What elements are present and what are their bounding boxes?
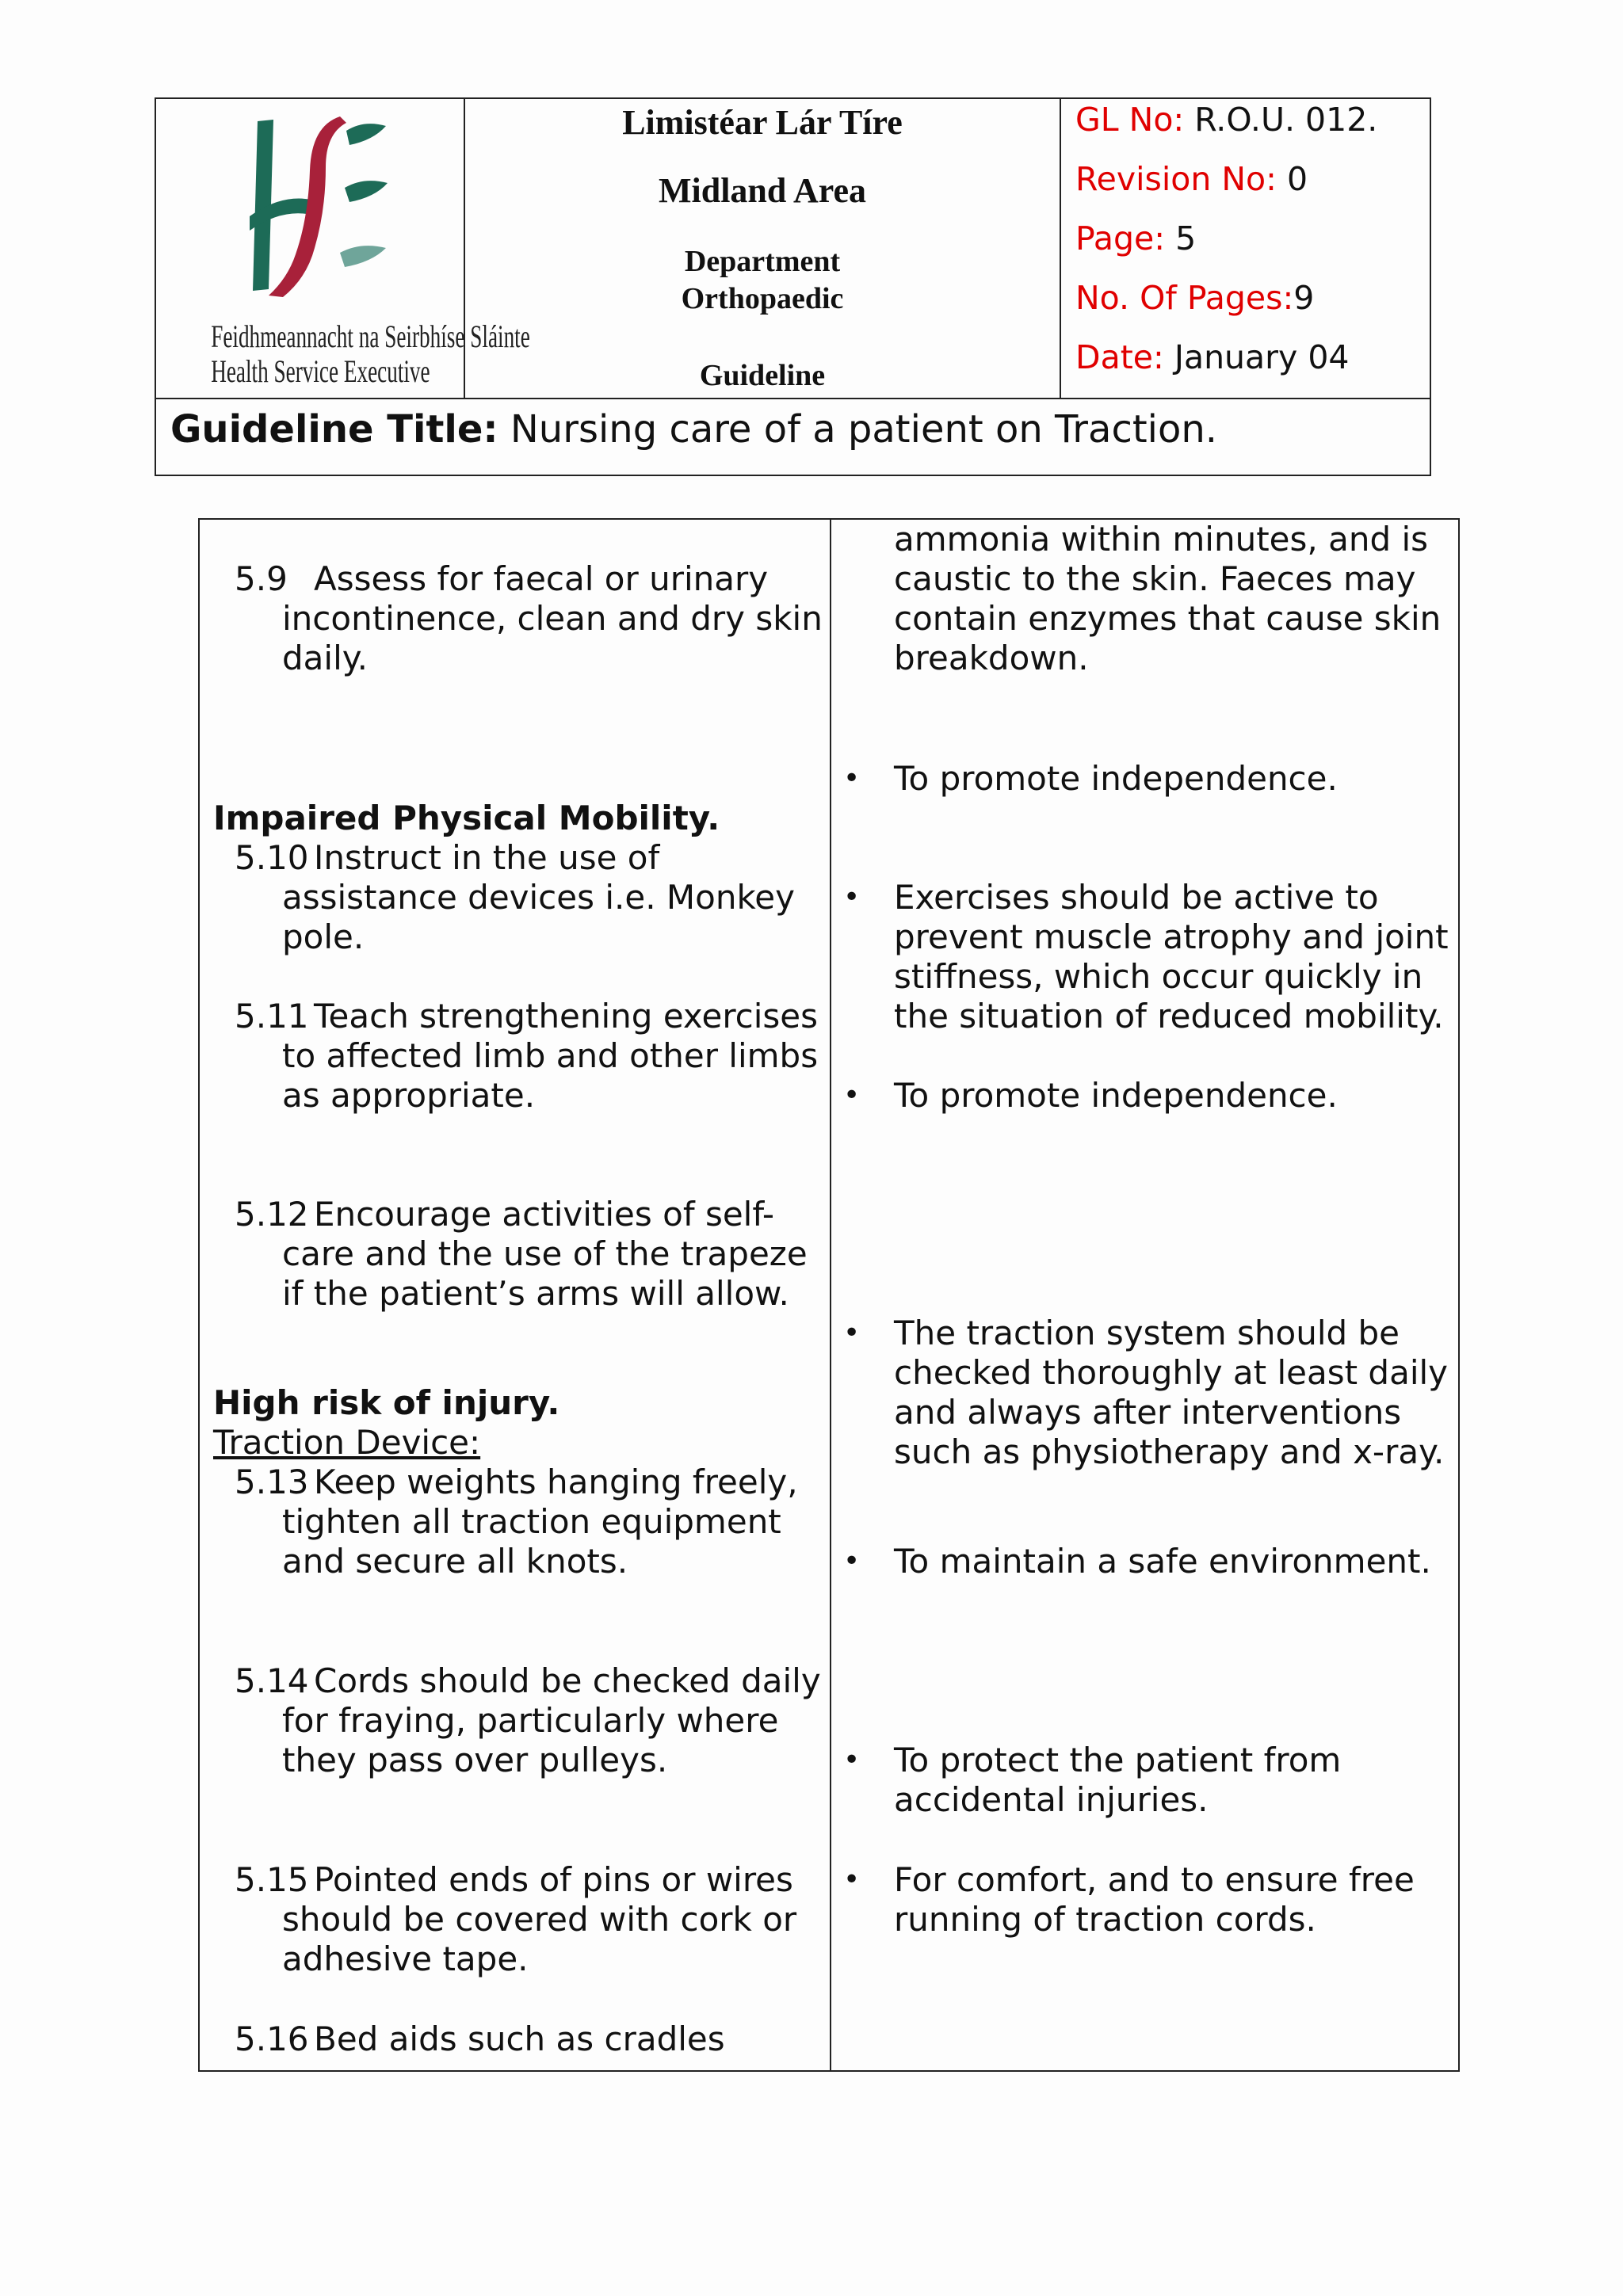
item-5-12-line2: care and the use of the trapeze xyxy=(282,1234,808,1273)
date-value: January 04 xyxy=(1174,338,1350,376)
revision-value: 0 xyxy=(1287,160,1308,198)
item-5-13-line1: Keep weights hanging freely, xyxy=(314,1463,798,1501)
item-5-16-line1: Bed aids such as cradles xyxy=(314,2019,725,2058)
rationale-6-line1: To protect the patient from xyxy=(894,1741,1342,1779)
item-5-15-line3: adhesive tape. xyxy=(282,1939,529,1978)
item-5-9-line1: Assess for faecal or urinary xyxy=(314,559,769,598)
rationale-continued-line3: contain enzymes that cause skin xyxy=(894,599,1442,638)
item-5-15-line2: should be covered with cork or xyxy=(282,1900,797,1939)
rationale-4-line2: checked thoroughly at least daily xyxy=(894,1353,1449,1392)
revision-number xyxy=(1075,158,1308,200)
item-5-14-line3: they pass over pulleys. xyxy=(282,1741,668,1779)
revision-label: Revision No: xyxy=(1075,160,1277,198)
subheading-traction-device: Traction Device: xyxy=(213,1423,481,1462)
item-5-10-line1: Instruct in the use of xyxy=(314,838,660,877)
item-5-11-line2: to affected limb and other limbs xyxy=(282,1036,819,1075)
page-number xyxy=(1075,218,1196,259)
item-5-13-line3: and secure all knots. xyxy=(282,1542,628,1581)
heading-injury-risk: High risk of injury. xyxy=(213,1383,560,1422)
item-5-15-line1: Pointed ends of pins or wires xyxy=(314,1860,793,1899)
page-count-label: No. Of Pages: xyxy=(1075,279,1294,317)
item-5-13-number: 5.13 xyxy=(235,1463,309,1501)
date-label: Date: xyxy=(1075,338,1164,376)
page-label: Page: xyxy=(1075,219,1166,257)
item-5-10-line3: pole. xyxy=(282,917,365,956)
rationale-4-line4: such as physiotherapy and x-ray. xyxy=(894,1432,1445,1471)
department-label: Department xyxy=(684,245,841,278)
rationale-5-line1: To maintain a safe environment. xyxy=(894,1542,1431,1581)
column-divider xyxy=(830,520,831,2070)
bullet-icon: • xyxy=(843,881,861,913)
bullet-icon: • xyxy=(843,1744,861,1776)
rationale-2-line2: prevent muscle atrophy and joint xyxy=(894,917,1449,956)
hse-logo-icon xyxy=(156,99,465,313)
bullet-icon: • xyxy=(843,1863,861,1896)
item-5-10-line2: assistance devices i.e. Monkey xyxy=(282,878,795,917)
item-5-11-line1: Teach strengthening exercises xyxy=(314,997,819,1035)
area-english-name: Midland Area xyxy=(658,171,866,210)
rationale-continued-line2: caustic to the skin. Faeces may xyxy=(894,559,1416,598)
rationale-1-line1: To promote independence. xyxy=(894,759,1338,798)
bullet-icon: • xyxy=(843,1079,861,1112)
area-irish-name: Limistéar Lár Tíre xyxy=(622,103,903,142)
page-count-value: 9 xyxy=(1293,279,1315,317)
hse-logo-cell xyxy=(156,99,530,398)
item-5-9-line2: incontinence, clean and dry skin xyxy=(282,599,823,638)
guideline-title-label: Guideline Title: xyxy=(170,407,498,452)
rationale-2-line1: Exercises should be active to xyxy=(894,878,1379,917)
page-count xyxy=(1075,277,1314,318)
item-5-13-line2: tighten all traction equipment xyxy=(282,1502,781,1541)
item-5-14-number: 5.14 xyxy=(235,1661,309,1700)
rationale-7-line1: For comfort, and to ensure free xyxy=(894,1860,1415,1899)
rationale-3-line1: To promote independence. xyxy=(894,1076,1338,1115)
item-5-12-line3: if the patient’s arms will allow. xyxy=(282,1274,789,1313)
department-name: Orthopaedic xyxy=(681,282,844,315)
page-value: 5 xyxy=(1175,219,1197,257)
logo-text-english: Health Service Executive xyxy=(211,353,430,389)
rationale-4-line1: The traction system should be xyxy=(894,1314,1400,1352)
rationale-4-line3: and always after interventions xyxy=(894,1393,1402,1432)
rationale-continued-line4: breakdown. xyxy=(894,639,1089,677)
bullet-icon: • xyxy=(843,1317,861,1349)
bullet-icon: • xyxy=(843,762,861,795)
item-5-9-line3: daily. xyxy=(282,639,368,677)
guideline-title-row xyxy=(156,398,1430,475)
guideline-title-value: Nursing care of a patient on Traction. xyxy=(510,407,1218,452)
item-5-9-number: 5.9 xyxy=(235,559,288,598)
care-plan-table xyxy=(198,518,1460,2072)
gl-number-value: R.O.U. 012. xyxy=(1194,101,1378,139)
item-5-12-number: 5.12 xyxy=(235,1195,309,1234)
item-5-11-number: 5.11 xyxy=(235,997,309,1035)
logo-text-irish: Feidhmeannacht na Seirbhíse Sláinte xyxy=(211,318,530,354)
document-header xyxy=(155,97,1431,476)
rationale-7-line2: running of traction cords. xyxy=(894,1900,1316,1939)
heading-impaired-mobility: Impaired Physical Mobility. xyxy=(213,799,720,837)
document-meta-cell xyxy=(1061,99,1430,398)
item-5-12-line1: Encourage activities of self- xyxy=(314,1195,774,1234)
rationale-continued-line1: ammonia within minutes, and is xyxy=(894,520,1429,559)
item-5-14-line2: for fraying, particularly where xyxy=(282,1701,779,1740)
guideline-title xyxy=(170,406,1217,453)
rationale-6-line2: accidental injuries. xyxy=(894,1780,1209,1819)
rationale-2-line3: stiffness, which occur quickly in xyxy=(894,957,1423,996)
item-5-16-number: 5.16 xyxy=(235,2019,309,2058)
rationale-2-line4: the situation of reduced mobility. xyxy=(894,997,1444,1035)
item-5-15-number: 5.15 xyxy=(235,1860,309,1899)
document-date xyxy=(1075,337,1350,378)
organisation-cell xyxy=(465,99,1061,398)
item-5-10-number: 5.10 xyxy=(235,838,309,877)
item-5-11-line3: as appropriate. xyxy=(282,1076,536,1115)
document-type: Guideline xyxy=(699,359,826,392)
gl-number-label: GL No: xyxy=(1075,101,1185,139)
item-5-14-line1: Cords should be checked daily xyxy=(314,1661,821,1700)
gl-number xyxy=(1075,99,1377,140)
bullet-icon: • xyxy=(843,1545,861,1577)
